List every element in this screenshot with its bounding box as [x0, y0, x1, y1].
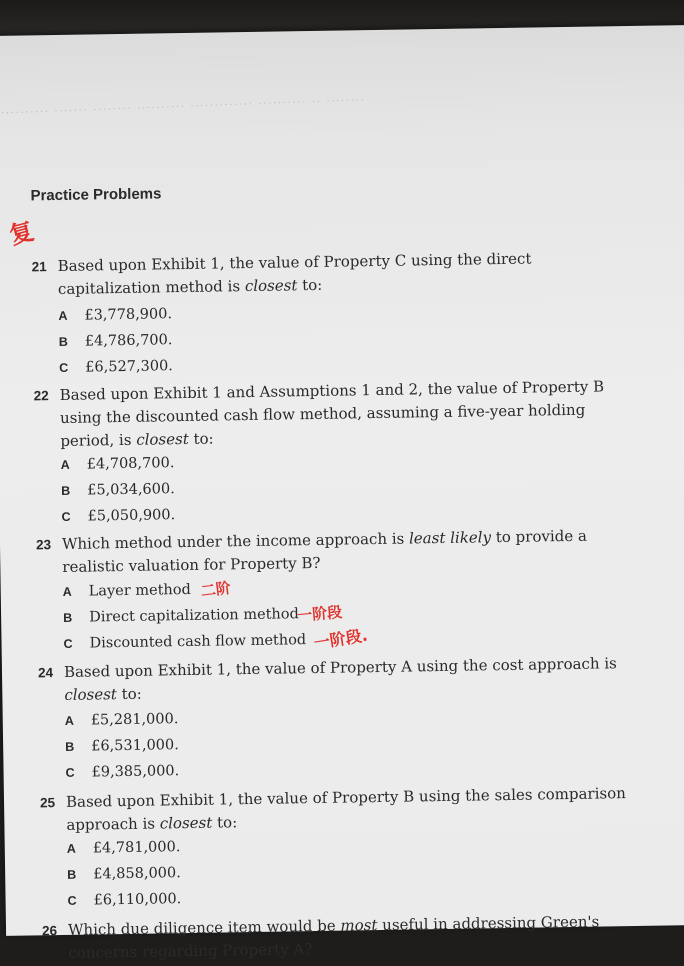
option-25-b[interactable]: B £4,858,000.	[67, 865, 181, 883]
question-text: Based upon Exhibit 1 and Assumptions 1 and 2, the value of Property B using the discounted cash flow method, assuming a five-year holding period, is closest to:	[59, 377, 605, 450]
option-21-c[interactable]: C £6,527,300.	[59, 358, 173, 376]
bleed-through-text: ·········· ······· ········ ·········· ············· ·········· ·· ········	[1, 95, 366, 120]
option-23-a[interactable]: A Layer method	[62, 581, 191, 600]
question-24	[38, 652, 629, 707]
question-number: 25	[39, 795, 56, 811]
option-25-a[interactable]: A £4,781,000.	[66, 839, 181, 857]
handwritten-note-23-c: 一阶段.	[312, 625, 369, 653]
question-26	[42, 910, 633, 965]
option-24-a[interactable]: A £5,281,000.	[64, 711, 179, 729]
question-number: 24	[37, 665, 54, 681]
question-number: 22	[33, 388, 49, 404]
question-22	[33, 375, 624, 453]
question-text: Which due diligence item would be most useful in addressing Green's concerns regarding Property A?	[67, 912, 600, 962]
question-text: Based upon Exhibit 1, the value of Property A using the cost approach is closest to:	[63, 654, 617, 704]
question-number: 26	[41, 923, 58, 939]
option-24-c[interactable]: C £9,385,000.	[65, 763, 180, 781]
question-number: 23	[35, 537, 52, 553]
handwritten-note-23-a: 二阶	[199, 578, 232, 601]
option-25-c[interactable]: C £6,110,000.	[67, 891, 182, 909]
question-21	[31, 246, 622, 301]
option-21-a[interactable]: A £3,778,900.	[58, 306, 173, 324]
option-22-b[interactable]: B £5,034,600.	[61, 481, 175, 499]
handwritten-note-23-b: 一阶段	[296, 603, 343, 625]
question-number: 21	[31, 259, 47, 275]
option-22-c[interactable]: C £5,050,900.	[61, 507, 176, 525]
margin-handwritten-note: 复	[6, 216, 37, 251]
section-title: Practice Problems	[30, 185, 162, 205]
question-25	[40, 782, 631, 837]
question-text: Based upon Exhibit 1, the value of Property C using the direct capitalization method is closest to:	[57, 249, 532, 298]
question-text: Which method under the income approach is least likely to provide a realistic valuation for Property B?	[61, 526, 587, 576]
question-text: Based upon Exhibit 1, the value of Property B using the sales comparison approach is closest to:	[65, 784, 626, 834]
option-22-a[interactable]: A £4,708,700.	[60, 455, 175, 473]
option-23-b[interactable]: B Direct capitalization method	[63, 606, 299, 626]
book-page	[0, 25, 684, 962]
option-23-c[interactable]: C Discounted cash flow method	[63, 632, 307, 652]
option-21-b[interactable]: B £4,786,700.	[58, 332, 173, 350]
option-24-b[interactable]: B £6,531,000.	[65, 737, 179, 755]
question-23	[36, 524, 627, 579]
